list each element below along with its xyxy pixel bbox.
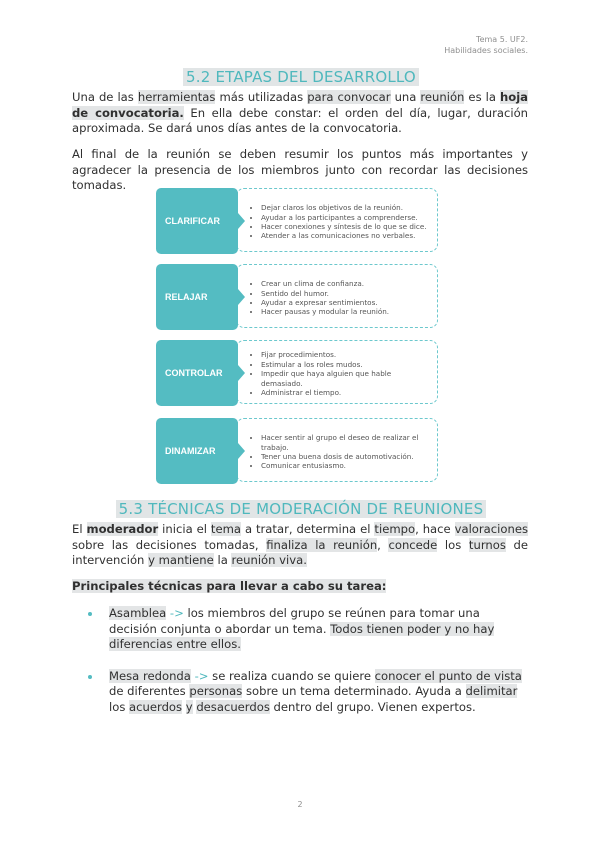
text: los	[437, 537, 469, 552]
section-title-5-3	[72, 500, 530, 518]
page-header	[444, 34, 528, 56]
highlight: desacuerdos	[196, 699, 270, 714]
text: El	[72, 522, 87, 536]
stage-item: • Fijar procedimientos.	[261, 350, 427, 359]
paragraph-convocatoria	[72, 90, 528, 137]
stage-dinamizar	[156, 418, 440, 484]
stage-items	[247, 350, 427, 397]
highlight-bold: moderador	[86, 522, 159, 536]
arrow-right-icon	[238, 213, 245, 229]
text: la	[213, 553, 232, 567]
stage-item: • Hacer conexiones y síntesis de lo que se dice.	[261, 222, 427, 231]
text: , hace	[415, 522, 455, 536]
section-title-text: 5.3 TÉCNICAS DE MODERACIÓN DE REUNIONES	[116, 500, 487, 518]
highlight-bold: hoja de convocatoria.	[72, 90, 528, 120]
highlight: finaliza la reunión	[266, 537, 378, 552]
stage-item: • Impedir que haya alguien que hable demasiado.	[261, 369, 427, 388]
stage-detail-box	[236, 188, 438, 252]
stage-item: • Atender a las comunicaciones no verbales.	[261, 231, 427, 240]
stage-label: DINAMIZAR	[156, 418, 238, 484]
stage-item: • Hacer sentir al grupo el deseo de realizar el trabajo.	[261, 433, 427, 452]
stage-item: • Dejar claros los objetivos de la reunión.	[261, 203, 427, 212]
bullet-dot-icon	[88, 675, 92, 679]
text: Una de las	[72, 90, 138, 104]
stage-item: • Estimular a los roles mudos.	[261, 360, 427, 369]
stage-item: • Crear un clima de confianza.	[261, 279, 427, 288]
highlight: personas	[189, 684, 243, 698]
highlight: para convocar	[307, 90, 391, 104]
highlight: valoraciones	[454, 522, 528, 536]
stage-detail-box	[236, 340, 438, 404]
text: una	[390, 90, 421, 104]
arrow-text: ->	[190, 668, 209, 683]
text: dentro del grupo. Vienen expertos.	[269, 699, 476, 714]
stage-items	[247, 433, 427, 471]
arrow-right-icon	[238, 365, 245, 381]
highlight: tema	[210, 522, 241, 536]
highlight: acuerdos	[129, 699, 183, 714]
text: sobre las decisiones tomadas,	[72, 537, 267, 552]
highlight: conocer el punto de vista	[374, 668, 522, 683]
section-title-text: 5.2 ETAPAS DEL DESARROLLO	[183, 68, 419, 86]
stage-items	[247, 279, 427, 317]
stage-detail-box	[236, 418, 438, 482]
section-title-5-2	[72, 68, 530, 86]
page-number: 2	[297, 800, 303, 809]
highlight: reunión viva.	[231, 553, 307, 567]
stage-item: • Hacer pausas y modular la reunión.	[261, 307, 427, 316]
stage-label: CLARIFICAR	[156, 188, 238, 254]
techniques-list	[88, 606, 528, 731]
stage-item: • Administrar el tiempo.	[261, 388, 427, 397]
stage-controlar	[156, 340, 440, 406]
text: es la	[464, 90, 500, 104]
stage-item: • Tener una buena dosis de automotivación.	[261, 452, 427, 461]
stage-items	[247, 203, 427, 241]
paragraph-moderador	[72, 522, 528, 569]
text: En ella debe constar: el orden del día, lugar, duración aproximada. Se dará unos días antes de la convocatoria.	[72, 105, 529, 135]
text: se realiza cuando se quiere	[208, 668, 375, 683]
stage-detail-box	[236, 264, 438, 328]
text: los	[109, 699, 130, 714]
highlight: y mantiene	[148, 553, 214, 567]
highlight: turnos	[468, 537, 506, 552]
text: de intervención	[72, 537, 528, 567]
list-item-mesa-redonda	[88, 669, 528, 716]
text: sobre un tema determinado. Ayuda a	[242, 684, 466, 698]
highlight: tiempo	[374, 522, 416, 536]
highlight: concede	[388, 537, 438, 552]
arrow-right-icon	[238, 289, 245, 305]
text: inicia el	[158, 522, 211, 536]
stage-clarificar	[156, 188, 440, 254]
text: de diferentes	[109, 684, 190, 698]
stage-label: CONTROLAR	[156, 340, 238, 406]
paragraph-final-reunion: Al final de la reunión se deben resumir los puntos más importantes y agradecer la presencia de los miembros junto con recordar las decisiones tomadas.	[72, 147, 528, 192]
list-item-asamblea	[88, 606, 528, 653]
text: a tratar, determina el	[241, 522, 375, 536]
highlight: y	[185, 699, 193, 714]
header-line-1: Tema 5. UF2.	[476, 35, 528, 44]
text: ,	[377, 537, 389, 552]
stage-relajar	[156, 264, 440, 330]
arrow-right-icon	[238, 443, 245, 459]
bullet-dot-icon	[88, 612, 92, 616]
text: los miembros del grupo se reúnen para tomar una decisión conjunta o abordar un tema.	[109, 606, 480, 636]
highlight: reunión	[420, 90, 465, 104]
arrow-text: ->	[166, 606, 184, 620]
highlight: Mesa redonda	[109, 668, 191, 683]
highlight: Asamblea	[109, 606, 167, 620]
subheading-text: Principales técnicas para llevar a cabo su tarea:	[72, 579, 387, 593]
highlight: delimitar	[465, 684, 518, 698]
stage-item: • Ayudar a los participantes a comprenderse.	[261, 213, 427, 222]
stage-item: • Sentido del humor.	[261, 289, 427, 298]
header-line-2: Habilidades sociales.	[444, 46, 528, 55]
highlight: Todos tienen poder y no hay diferencias entre ellos.	[109, 621, 495, 651]
stage-item: • Ayudar a expresar sentimientos.	[261, 298, 427, 307]
highlight: herramientas	[137, 90, 216, 104]
text: más utilizadas	[215, 90, 308, 104]
subheading-tecnicas	[72, 579, 528, 595]
stage-label: RELAJAR	[156, 264, 238, 330]
stage-item: • Comunicar entusiasmo.	[261, 461, 427, 470]
